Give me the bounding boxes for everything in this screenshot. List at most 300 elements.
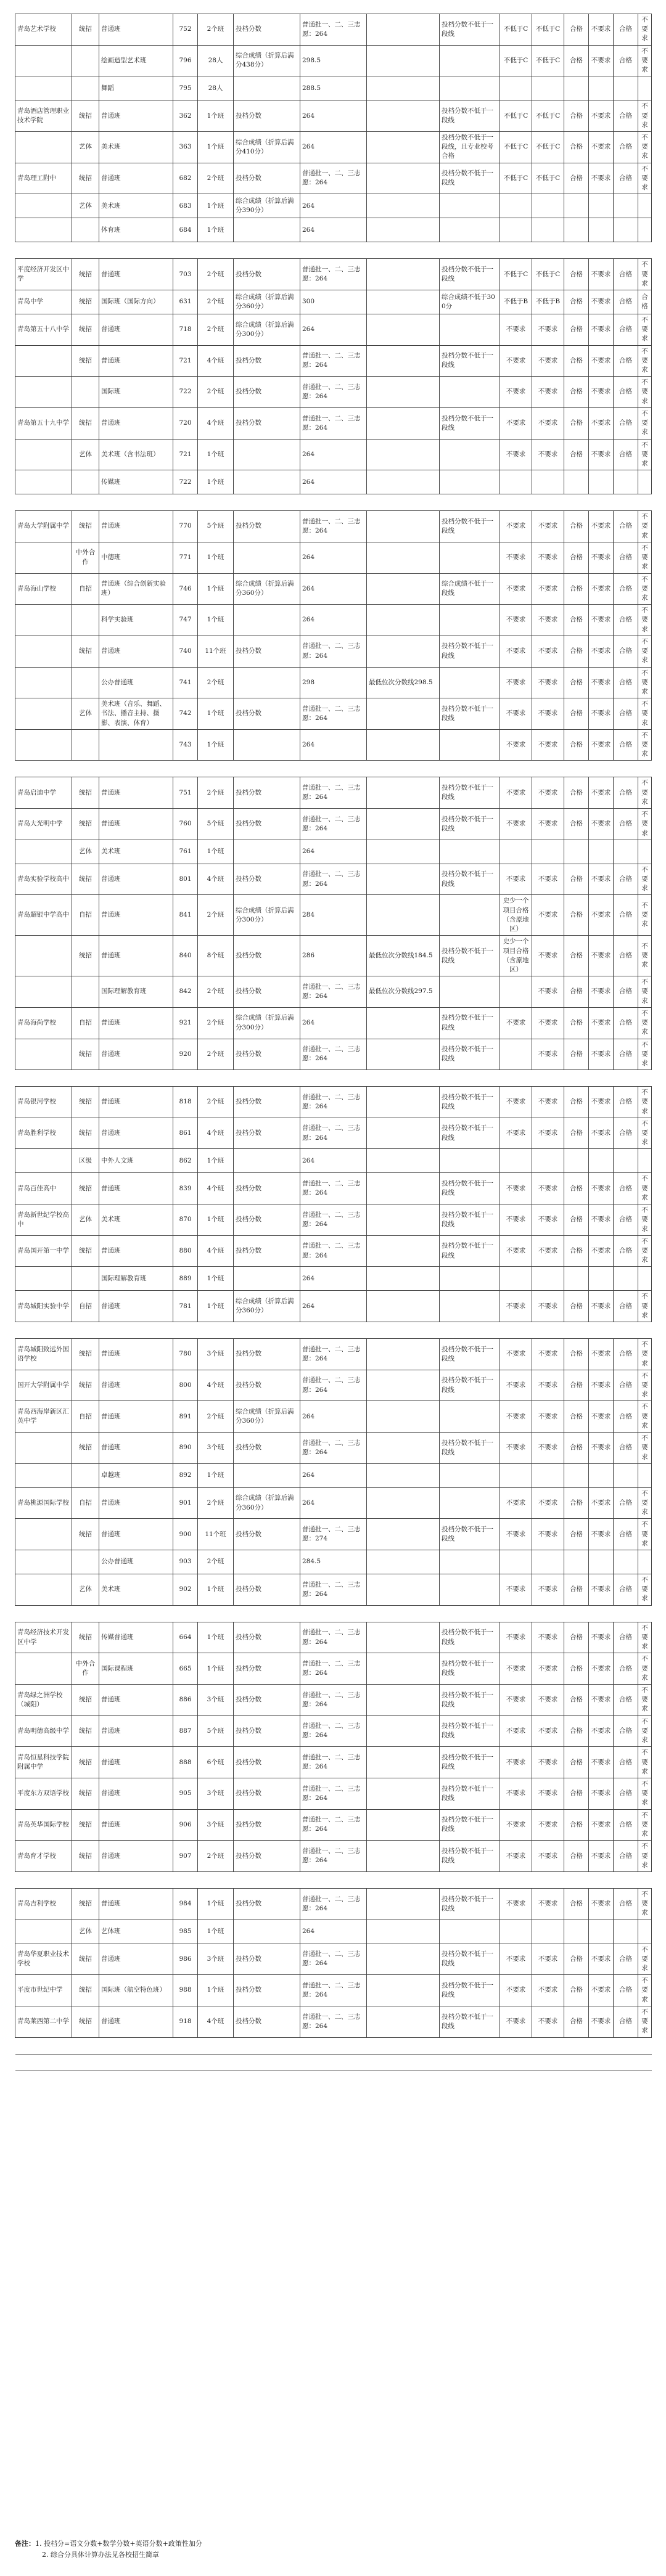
table-cell: 891: [173, 1401, 198, 1433]
table-cell: [500, 840, 532, 864]
table-cell: 不要求: [589, 809, 614, 840]
table-cell: 合格: [564, 511, 589, 542]
table-cell: 4个班: [198, 1235, 234, 1267]
table-cell: 288.5: [300, 76, 367, 100]
table-cell: [367, 636, 440, 667]
table-cell: 2个班: [198, 1487, 234, 1519]
table-cell: [173, 242, 198, 259]
table-cell: 不要求: [589, 1519, 614, 1550]
table-cell: 艺体: [72, 439, 99, 470]
table-cell: 青岛第五十九中学: [15, 407, 72, 439]
table-cell: 合格: [614, 1841, 638, 1872]
table-cell: 投档分数: [234, 1433, 300, 1464]
table-cell: [440, 1149, 500, 1173]
table-cell: [367, 1685, 440, 1716]
table-cell: [15, 729, 72, 761]
table-cell: 不要求: [500, 1778, 532, 1809]
table-cell: 合格: [564, 1007, 589, 1039]
table-cell: 综合成绩（折算后满分438分）: [234, 45, 300, 76]
table-cell: 不要求: [638, 314, 652, 345]
table-cell: [564, 76, 589, 100]
table-cell: 不要求: [532, 864, 564, 895]
table-cell: 不低于C: [500, 163, 532, 194]
table-cell: 体育班: [99, 218, 173, 242]
table-cell: 普通班: [99, 1173, 173, 1204]
table-cell: 普通批一、二、三志愿：264: [300, 511, 367, 542]
table-cell: [367, 377, 440, 408]
table-cell: 28人: [198, 45, 234, 76]
table-cell: 合格: [614, 131, 638, 163]
table-cell: 不要求: [532, 777, 564, 809]
table-cell: 984: [173, 1888, 198, 1920]
table-cell: 752: [173, 14, 198, 46]
table-cell: 合格: [614, 1685, 638, 1716]
table-cell: 青岛吉利学校: [15, 1888, 72, 1920]
table-cell: 合格: [564, 1809, 589, 1841]
table-cell: 青岛胜利学校: [15, 1118, 72, 1149]
table-cell: [589, 2054, 614, 2071]
table-cell: 公办普通班: [99, 667, 173, 698]
table-row: [15, 1574, 652, 1606]
table-cell: 投档分数: [234, 809, 300, 840]
table-cell: 2个班: [198, 895, 234, 936]
table-cell: 合格: [614, 1039, 638, 1070]
table-cell: 合格: [614, 439, 638, 470]
table-cell: 统招: [72, 1809, 99, 1841]
table-cell: [234, 1871, 300, 1888]
table-cell: [564, 1463, 589, 1487]
table-cell: 艺体: [72, 131, 99, 163]
table-row: [15, 1809, 652, 1841]
table-cell: [638, 1322, 652, 1339]
table-cell: [532, 2054, 564, 2071]
table-cell: 不要求: [589, 1291, 614, 1322]
table-cell: 264: [300, 1007, 367, 1039]
table-row: [15, 1433, 652, 1464]
table-cell: 298.5: [300, 45, 367, 76]
table-cell: [500, 976, 532, 1008]
table-cell: 合格: [564, 777, 589, 809]
table-cell: [532, 2037, 564, 2054]
table-cell: [638, 1605, 652, 1622]
table-cell: [300, 1871, 367, 1888]
table-cell: 中德班: [99, 542, 173, 573]
table-cell: 不要求: [638, 1433, 652, 1464]
table-cell: 投档分数不低于一段线: [440, 1841, 500, 1872]
table-cell: 不要求: [638, 1809, 652, 1841]
table-cell: 不要求: [589, 163, 614, 194]
table-cell: [99, 1322, 173, 1339]
table-cell: 不要求: [589, 1173, 614, 1204]
table-cell: [638, 1920, 652, 1944]
table-cell: [532, 1463, 564, 1487]
table-cell: 不要求: [638, 1574, 652, 1606]
table-row: [15, 1519, 652, 1550]
table-cell: [440, 1487, 500, 1519]
table-cell: 投档分数不低于一段线: [440, 1370, 500, 1401]
table-cell: [15, 667, 72, 698]
table-cell: [440, 1267, 500, 1291]
table-cell: 不要求: [638, 1339, 652, 1370]
table-cell: 4个班: [198, 2006, 234, 2037]
table-cell: 720: [173, 407, 198, 439]
table-cell: 统招: [72, 1087, 99, 1118]
table-cell: [300, 494, 367, 511]
table-cell: [99, 1070, 173, 1087]
table-cell: 普通班: [99, 314, 173, 345]
table-cell: [589, 194, 614, 218]
table-cell: [198, 242, 234, 259]
table-cell: [638, 1550, 652, 1574]
table-cell: 不要求: [638, 1173, 652, 1204]
table-cell: 投档分数不低于一段线: [440, 1747, 500, 1778]
table-cell: 投档分数: [234, 777, 300, 809]
table-cell: 合格: [564, 1685, 589, 1716]
table-cell: 普通批一、二、三志愿：264: [300, 14, 367, 46]
table-cell: [72, 605, 99, 636]
table-cell: [564, 1149, 589, 1173]
table-cell: 投档分数不低于一段线: [440, 1235, 500, 1267]
table-cell: [198, 761, 234, 777]
table-cell: 920: [173, 1039, 198, 1070]
table-cell: 不要求: [638, 1291, 652, 1322]
table-cell: [300, 1605, 367, 1622]
table-cell: [15, 636, 72, 667]
table-cell: 888: [173, 1747, 198, 1778]
table-cell: 不低于C: [532, 14, 564, 46]
table-cell: 不要求: [589, 895, 614, 936]
table-cell: 不要求: [589, 1235, 614, 1267]
table-cell: 青岛绿之洲学校（城阳）: [15, 1685, 72, 1716]
table-cell: 不要求: [500, 1370, 532, 1401]
table-cell: 史少一个项目合格（含原地区）: [500, 936, 532, 976]
table-cell: [234, 667, 300, 698]
table-cell: 合格: [614, 2006, 638, 2037]
table-cell: 2个班: [198, 290, 234, 314]
table-cell: 合格: [614, 1087, 638, 1118]
table-cell: 美术班（含书法班）: [99, 439, 173, 470]
table-cell: 艺体: [72, 194, 99, 218]
table-cell: 投档分数不低于一段线: [440, 1975, 500, 2006]
table-cell: 青岛海山学校: [15, 573, 72, 605]
table-cell: 合格: [564, 1204, 589, 1236]
table-cell: 不要求: [532, 1039, 564, 1070]
table-cell: 统招: [72, 1339, 99, 1370]
table-cell: 普通班: [99, 2006, 173, 2037]
table-cell: [15, 439, 72, 470]
table-cell: 合格: [638, 290, 652, 314]
table-cell: [614, 494, 638, 511]
table-body: [15, 14, 652, 2071]
table-cell: [440, 1291, 500, 1322]
table-cell: [500, 1605, 532, 1622]
table-cell: 903: [173, 1550, 198, 1574]
table-cell: [532, 494, 564, 511]
table-cell: 1个班: [198, 1463, 234, 1487]
table-cell: [198, 1322, 234, 1339]
table-row: [15, 314, 652, 345]
table-cell: 不要求: [589, 1622, 614, 1653]
table-cell: [638, 242, 652, 259]
table-cell: 4个班: [198, 1173, 234, 1204]
table-cell: 不要求: [589, 1039, 614, 1070]
table-row: [15, 2006, 652, 2037]
table-cell: 不要求: [589, 314, 614, 345]
table-cell: [234, 729, 300, 761]
table-cell: [638, 1463, 652, 1487]
table-cell: 不要求: [500, 1007, 532, 1039]
table-cell: 不要求: [500, 1487, 532, 1519]
table-cell: 不要求: [500, 439, 532, 470]
table-cell: 合格: [614, 1574, 638, 1606]
table-cell: [589, 761, 614, 777]
table-cell: 不低于C: [532, 259, 564, 290]
table-cell: 5个班: [198, 809, 234, 840]
table-cell: 投档分数: [234, 1778, 300, 1809]
table-cell: [72, 729, 99, 761]
table-cell: 合格: [564, 1401, 589, 1433]
table-cell: [234, 242, 300, 259]
table-cell: [440, 840, 500, 864]
table-cell: [173, 1070, 198, 1087]
table-cell: [234, 840, 300, 864]
table-cell: 综合成绩（折算后满分360分）: [234, 290, 300, 314]
table-cell: [234, 439, 300, 470]
table-cell: [99, 2054, 173, 2071]
table-cell: 合格: [614, 1778, 638, 1809]
table-cell: [367, 1291, 440, 1322]
table-cell: 不要求: [589, 377, 614, 408]
table-cell: 普通班: [99, 1715, 173, 1747]
table-cell: 绘画造型艺术班: [99, 45, 173, 76]
table-cell: 合格: [564, 1118, 589, 1149]
table-row: [15, 494, 652, 511]
table-cell: [500, 194, 532, 218]
table-cell: 合格: [564, 1039, 589, 1070]
table-row: [15, 1007, 652, 1039]
table-cell: 363: [173, 131, 198, 163]
table-cell: [638, 194, 652, 218]
table-cell: 合格: [564, 1519, 589, 1550]
table-cell: [234, 761, 300, 777]
table-cell: 不要求: [532, 636, 564, 667]
table-cell: 906: [173, 1809, 198, 1841]
table-cell: [234, 605, 300, 636]
table-cell: [367, 511, 440, 542]
table-row: [15, 290, 652, 314]
table-cell: 综合成绩（折算后满分360分）: [234, 573, 300, 605]
table-cell: [72, 761, 99, 777]
table-row: [15, 1975, 652, 2006]
table-cell: [564, 2037, 589, 2054]
table-cell: 投档分数不低于一段线，且专业校考合格: [440, 131, 500, 163]
table-cell: 自招: [72, 895, 99, 936]
table-cell: [500, 1149, 532, 1173]
table-cell: 统招: [72, 1715, 99, 1747]
table-cell: 投档分数不低于一段线: [440, 100, 500, 132]
table-cell: [564, 1322, 589, 1339]
table-row: [15, 45, 652, 76]
table-cell: [15, 131, 72, 163]
table-cell: [367, 1653, 440, 1685]
table-cell: 普通批一、二、三志愿：264: [300, 1622, 367, 1653]
table-cell: [367, 542, 440, 573]
table-cell: 不低于C: [532, 131, 564, 163]
table-cell: 1个班: [198, 439, 234, 470]
table-cell: [440, 667, 500, 698]
table-cell: 不要求: [638, 1401, 652, 1433]
table-cell: [72, 45, 99, 76]
table-cell: 不要求: [589, 1087, 614, 1118]
table-cell: 880: [173, 1235, 198, 1267]
table-cell: [367, 131, 440, 163]
table-cell: 青岛桃源国际学校: [15, 1487, 72, 1519]
table-cell: 不要求: [589, 1809, 614, 1841]
table-cell: 264: [300, 840, 367, 864]
table-cell: 合格: [564, 1173, 589, 1204]
table-cell: [367, 1715, 440, 1747]
table-cell: 不要求: [589, 1204, 614, 1236]
table-cell: 合格: [614, 14, 638, 46]
table-cell: 不要求: [589, 864, 614, 895]
table-cell: 不要求: [500, 377, 532, 408]
table-cell: 264: [300, 439, 367, 470]
table-cell: [367, 1574, 440, 1606]
table-cell: 合格: [614, 605, 638, 636]
table-cell: [589, 1149, 614, 1173]
table-cell: [72, 1322, 99, 1339]
table-cell: [72, 242, 99, 259]
table-cell: [638, 218, 652, 242]
table-cell: 1个班: [198, 100, 234, 132]
table-cell: 普通批一、二、三志愿：264: [300, 1809, 367, 1841]
table-cell: [440, 1401, 500, 1433]
table-cell: 传媒普通班: [99, 1622, 173, 1653]
table-cell: 中外合作: [72, 1653, 99, 1685]
table-cell: 普通班: [99, 511, 173, 542]
table-cell: 统招: [72, 290, 99, 314]
table-cell: 普通批一、二、三志愿：264: [300, 345, 367, 377]
table-cell: 投档分数: [234, 1715, 300, 1747]
table-cell: 不要求: [589, 1401, 614, 1433]
table-cell: 美术班: [99, 840, 173, 864]
table-cell: 统招: [72, 1433, 99, 1464]
table-cell: 746: [173, 573, 198, 605]
table-cell: 不要求: [638, 729, 652, 761]
table-cell: [638, 840, 652, 864]
table-cell: 4个班: [198, 1118, 234, 1149]
table-cell: 合格: [564, 1975, 589, 2006]
table-cell: 不要求: [500, 1173, 532, 1204]
table-cell: 合格: [564, 1944, 589, 1975]
table-cell: 不要求: [500, 542, 532, 573]
table-cell: [173, 2037, 198, 2054]
table-cell: [614, 1871, 638, 1888]
table-row: [15, 864, 652, 895]
table-cell: 不要求: [638, 605, 652, 636]
table-cell: 投档分数: [234, 1519, 300, 1550]
table-cell: 合格: [564, 1747, 589, 1778]
table-cell: 不要求: [532, 809, 564, 840]
table-cell: [99, 242, 173, 259]
table-cell: [99, 1871, 173, 1888]
table-cell: 合格: [614, 1487, 638, 1519]
table-cell: 普通班: [99, 407, 173, 439]
table-cell: [440, 76, 500, 100]
table-cell: 不要求: [589, 290, 614, 314]
table-cell: 不要求: [500, 636, 532, 667]
table-cell: 不要求: [589, 1778, 614, 1809]
table-cell: [500, 1920, 532, 1944]
table-cell: [500, 1871, 532, 1888]
table-cell: [532, 218, 564, 242]
table-cell: [367, 729, 440, 761]
table-cell: [367, 290, 440, 314]
table-cell: [500, 1039, 532, 1070]
table-cell: 284.5: [300, 1550, 367, 1574]
table-cell: [367, 314, 440, 345]
table-cell: [15, 1149, 72, 1173]
table-cell: 投档分数: [234, 936, 300, 976]
table-cell: 中外合作: [72, 542, 99, 573]
table-cell: 886: [173, 1685, 198, 1716]
table-cell: [72, 1070, 99, 1087]
table-cell: 2个班: [198, 777, 234, 809]
table-cell: 合格: [564, 976, 589, 1008]
table-cell: [638, 1070, 652, 1087]
table-row: [15, 1149, 652, 1173]
table-cell: 不要求: [532, 1653, 564, 1685]
table-cell: 不要求: [532, 1747, 564, 1778]
table-cell: [300, 2054, 367, 2071]
table-cell: 普通批一、二、三志愿：274: [300, 1519, 367, 1550]
table-cell: [367, 864, 440, 895]
table-cell: 747: [173, 605, 198, 636]
table-cell: 795: [173, 76, 198, 100]
table-cell: 286: [300, 936, 367, 976]
table-cell: [638, 76, 652, 100]
table-cell: [15, 1519, 72, 1550]
table-cell: 合格: [564, 636, 589, 667]
table-cell: 不要求: [532, 2006, 564, 2037]
table-cell: 8个班: [198, 936, 234, 976]
table-cell: [614, 1605, 638, 1622]
table-cell: [440, 45, 500, 76]
table-cell: [15, 761, 72, 777]
table-cell: 890: [173, 1433, 198, 1464]
table-cell: [440, 242, 500, 259]
table-cell: 合格: [564, 1841, 589, 1872]
table-cell: 684: [173, 218, 198, 242]
table-cell: 不要求: [500, 729, 532, 761]
table-cell: 不要求: [532, 1975, 564, 2006]
table-cell: [440, 2037, 500, 2054]
table-cell: 美术班（音乐、舞蹈、书法、播音主持、摄影、表演、体育）: [99, 698, 173, 730]
table-cell: 721: [173, 439, 198, 470]
table-cell: 742: [173, 698, 198, 730]
table-cell: [367, 1370, 440, 1401]
table-cell: 合格: [564, 1778, 589, 1809]
table-cell: 普通批一、二、三志愿：264: [300, 1039, 367, 1070]
table-cell: [15, 1920, 72, 1944]
table-row: [15, 1118, 652, 1149]
table-cell: [589, 1463, 614, 1487]
table-cell: 青岛启迪中学: [15, 777, 72, 809]
table-row: [15, 1622, 652, 1653]
table-row: [15, 1685, 652, 1716]
table-row: [15, 1235, 652, 1267]
table-cell: 不要求: [638, 864, 652, 895]
